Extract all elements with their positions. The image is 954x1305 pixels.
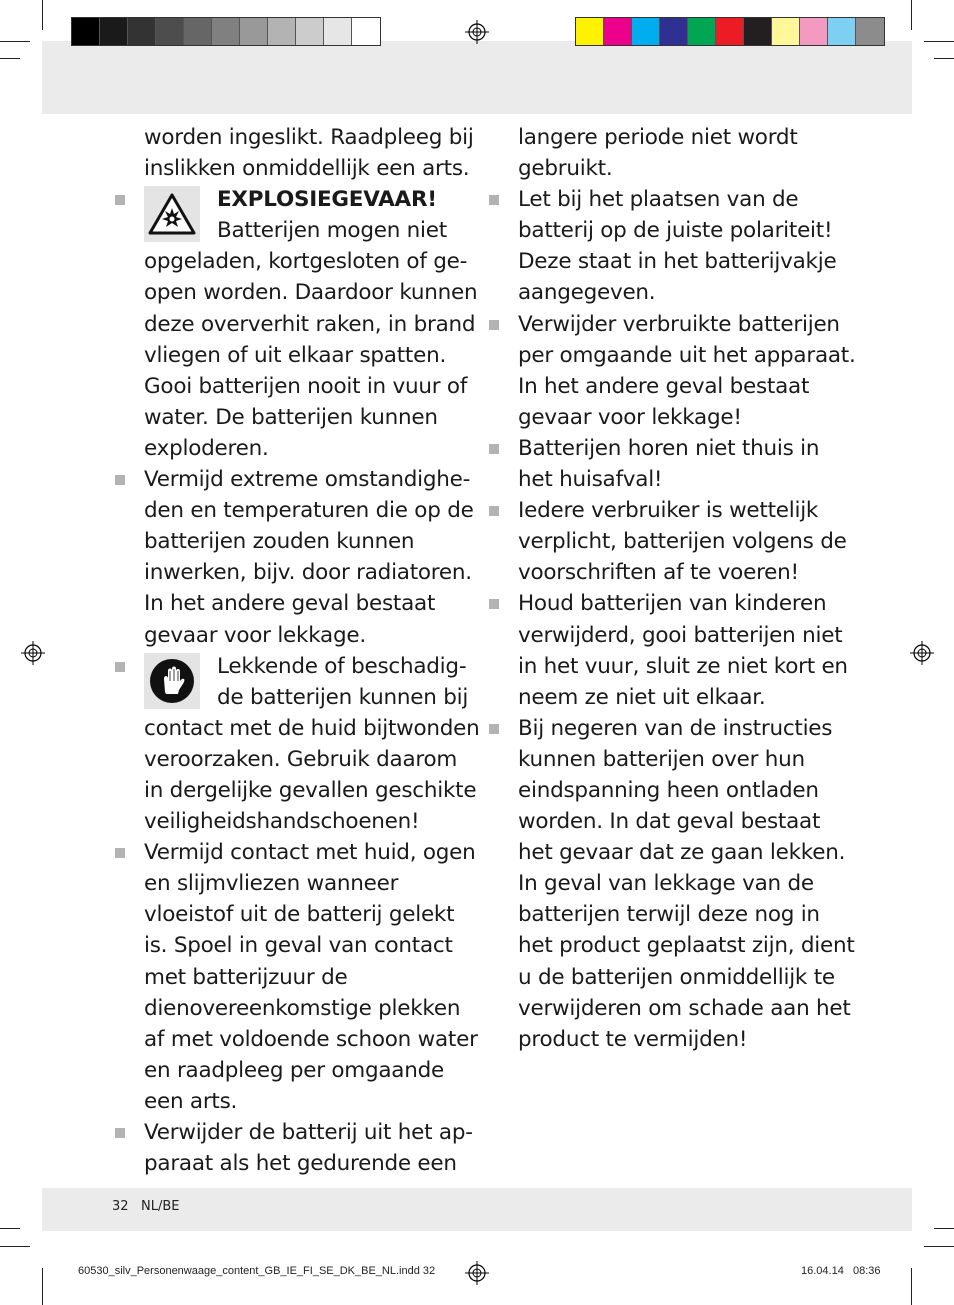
grayscale-color-bar xyxy=(71,17,381,46)
list-item xyxy=(416,309,856,433)
bullet-icon xyxy=(489,320,499,330)
registration-mark-icon xyxy=(910,641,934,665)
list-item-text: Bij negeren van de instructies kunnen batterijen over hun eindspanning heen ontladen worden. In dat geval bestaat het gevaar dat ze gaan lekken. In geval van lekkage van de batterijen terwijl deze nog in het product geplaatst zijn, dient u de batterijen onmiddellijk te verwijderen om schade aan het product te vermijden! xyxy=(518,715,855,1052)
crop-mark xyxy=(0,1228,20,1229)
crop-mark xyxy=(911,0,912,30)
bullet-icon xyxy=(115,662,125,672)
registration-mark-icon xyxy=(465,20,489,44)
bullet-icon xyxy=(489,195,499,205)
color-swatch xyxy=(128,18,156,45)
continuation-text: langere periode niet wordt gebruikt. xyxy=(518,125,798,182)
color-swatch xyxy=(744,18,772,45)
list-item xyxy=(416,184,856,308)
list-item-text: Vermijd extreme omstandigheden en temperaturen die op de batterijen zouden kunnen inwerken, bijv. door radiatoren. In het andere geval bestaat gevaar voor lekkage. xyxy=(144,467,474,648)
slug-timestamp xyxy=(801,1265,881,1277)
color-swatch xyxy=(716,18,744,45)
bullet-icon xyxy=(489,444,499,454)
bullet-icon xyxy=(489,506,499,516)
page-number: 32 xyxy=(112,1199,129,1214)
slug-date: 16.04.14 xyxy=(801,1265,844,1277)
color-swatch xyxy=(184,18,212,45)
right-column xyxy=(416,122,856,1055)
color-swatch xyxy=(856,18,884,45)
color-swatch xyxy=(268,18,296,45)
list-item xyxy=(416,588,856,712)
color-swatch xyxy=(324,18,352,45)
crop-mark xyxy=(0,58,20,59)
color-swatch xyxy=(156,18,184,45)
color-swatch xyxy=(72,18,100,45)
slug-filename: 60530_silv_Personenwaage_content_GB_IE_FI_SE_DK_BE_NL.indd 32 xyxy=(78,1265,436,1277)
bullet-icon xyxy=(115,195,125,205)
explosion-warning-icon xyxy=(144,186,200,242)
crop-mark xyxy=(924,41,954,42)
color-swatch xyxy=(604,18,632,45)
list-item-text: Batterijen mogen niet opgeladen, kortgesloten of geopen worden. Daardoor kunnen deze oververhit raken, in brand vliegen of uit elkaar spatten. Gooi batterijen nooit in vuur of water. De batterijen kunnen exploderen. xyxy=(144,218,478,461)
crop-mark xyxy=(0,1246,30,1247)
process-color-bar xyxy=(575,17,885,46)
header-band xyxy=(42,41,912,114)
color-swatch xyxy=(632,18,660,45)
list-item-text: Let bij het plaatsen van de batterij op de juiste polariteit! Deze staat in het batterijvakje aangegeven. xyxy=(518,187,837,306)
warning-heading: EXPLOSIEGEVAAR! xyxy=(217,187,437,213)
color-swatch xyxy=(660,18,688,45)
list-item xyxy=(416,495,856,588)
registration-mark-icon xyxy=(465,1261,489,1285)
crop-mark xyxy=(42,1268,43,1305)
list-item-text: Iedere verbruiker is wettelijk verplicht, batterijen volgens de voorschriften af te voeren! xyxy=(518,498,847,586)
slug-time: 08:36 xyxy=(853,1265,881,1277)
list-item-text: Batterijen horen niet thuis in het huisafval! xyxy=(518,435,820,493)
language-label: NL/BE xyxy=(141,1199,180,1214)
list-item-text: Houd batterijen van kinderen verwijderd, gooi batterijen niet in het vuur, sluit ze niet kort en neem ze niet uit elkaar. xyxy=(518,591,848,710)
list-item-text: Vermijd contact met huid, ogen en slijmvliezen wanneer vloeistof uit de batterij gelekt is. Spoel in geval van contact met batterijzuur de dienovereenkomstige plekken af met voldoende schoon water en raadpleeg per omgaande een arts. xyxy=(144,840,478,1114)
color-swatch xyxy=(800,18,828,45)
list-item xyxy=(42,1117,482,1179)
bullet-icon xyxy=(489,599,499,609)
color-swatch xyxy=(828,18,856,45)
color-swatch xyxy=(296,18,324,45)
color-swatch xyxy=(772,18,800,45)
bullet-icon xyxy=(489,724,499,734)
continuation-text: worden ingeslikt. Raadpleeg bij inslikken onmiddellijk een arts. xyxy=(144,125,474,182)
color-swatch xyxy=(352,18,380,45)
list-item xyxy=(416,713,856,1055)
list-item-text: Verwijder de batterij uit het apparaat als het gedurende een xyxy=(144,1120,473,1177)
color-swatch xyxy=(240,18,268,45)
crop-mark xyxy=(42,0,43,30)
color-swatch xyxy=(688,18,716,45)
list-item xyxy=(416,433,856,495)
crop-mark xyxy=(911,1268,912,1305)
bullet-icon xyxy=(115,475,125,485)
crop-mark xyxy=(934,1228,954,1229)
list-item-text: Verwijder verbruikte batterijen per omgaande uit het apparaat. In het andere geval bestaat gevaar voor lekkage! xyxy=(518,311,856,430)
protective-gloves-icon xyxy=(144,653,200,709)
bullet-icon xyxy=(115,1128,125,1138)
list-item-text: Lekkende of beschadigde batterijen kunnen bij contact met de huid bijtwonden veroorzaken. Gebruik daarom in dergelijke gevallen geschikte veiligheidshandschoenen! xyxy=(144,653,480,835)
crop-mark xyxy=(934,58,954,59)
crop-mark xyxy=(0,41,30,42)
color-swatch xyxy=(212,18,240,45)
color-swatch xyxy=(576,18,604,45)
crop-mark xyxy=(924,1246,954,1247)
color-swatch xyxy=(100,18,128,45)
bullet-icon xyxy=(115,848,125,858)
